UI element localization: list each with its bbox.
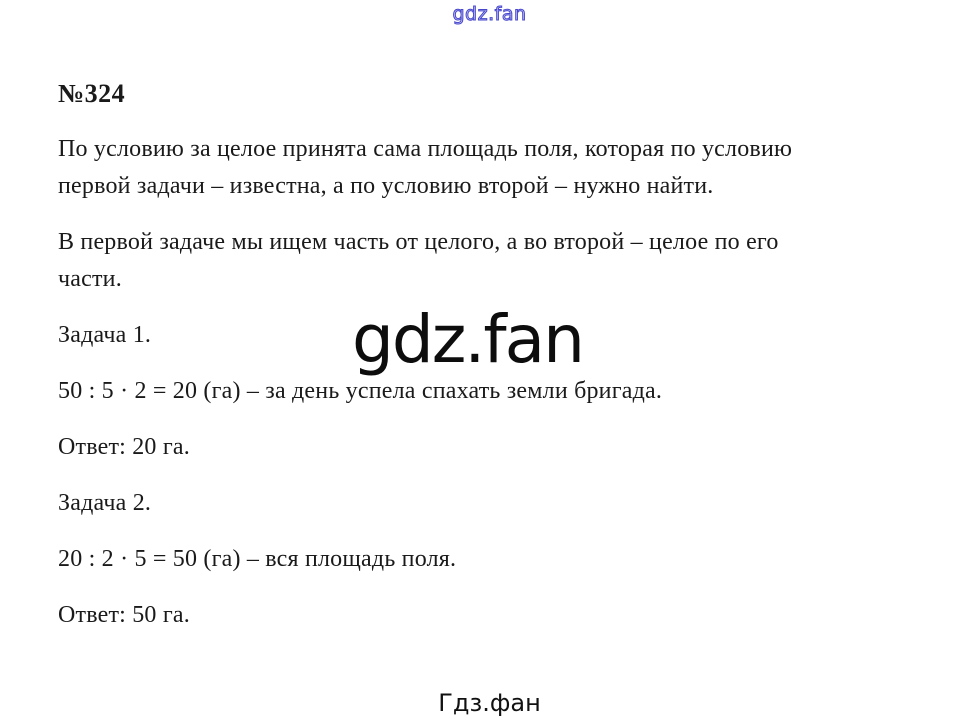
text-line: По условию за целое принята сама площадь поля, которая по условию [58,136,793,162]
text-line: В первой задаче мы ищем часть от целого, а во второй – целое по его [58,229,779,255]
task-label: Задача 2. [58,490,152,516]
task-2-answer [58,597,939,634]
intro-paragraph-1 [58,131,939,205]
text-line: первой задачи – известна, а по условию второй – нужно найти. [58,173,714,199]
site-footer-watermark: Гдз.фан [438,689,541,717]
task-number-heading: №324 [58,79,126,108]
solution-line: 20 : 2 · 5 = 50 (га) – вся площадь поля. [58,546,457,572]
task-label: Задача 1. [58,322,152,348]
intro-paragraph-2 [58,224,939,298]
answer-line: Ответ: 50 га. [58,602,190,628]
site-watermark-top: gdz.fan [452,3,527,25]
text-line: части. [58,266,122,292]
answer-line: Ответ: 20 га. [58,434,190,460]
site-watermark-center: gdz.fan [352,301,583,378]
task-2-solution [58,541,939,578]
task-1-answer [58,429,939,466]
solution-line: 50 : 5 · 2 = 20 (га) – за день успела спахать земли бригада. [58,378,663,404]
task-1-solution [58,373,939,410]
task-2-block [58,485,939,522]
